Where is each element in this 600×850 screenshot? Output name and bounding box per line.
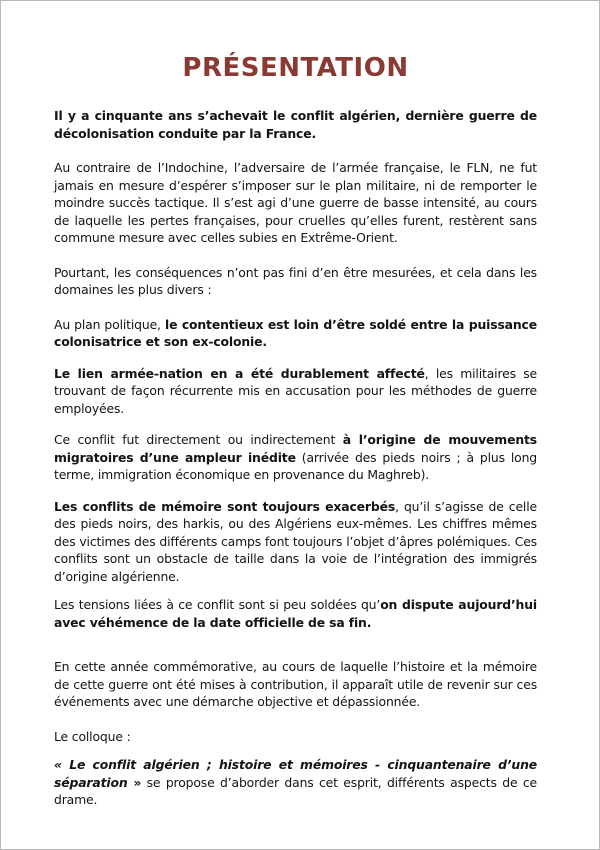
tensions-bold-text: on dispute aujourd’hui avec véhémence de la date officielle de sa fin. xyxy=(54,597,537,630)
memory-rest-text: , qu’il s’agisse de celle des pieds noirs, des harkis, ou des Algériens eux-mêmes. Les chiffres mêmes des victimes des différents camps font toujours l’objet d’âpres polémiques. Ces conflits sont un obstacle de taille dans la voie de l’intégration des immigrés d’origine algérienne. xyxy=(54,498,537,584)
colloquium-label: Le colloque : xyxy=(54,728,131,744)
consequences-paragraph: Pourtant, les conséquences n’ont pas fini d’en être mesurées, et cela dans les domaines les plus divers : xyxy=(54,264,537,297)
army-nation-paragraph xyxy=(54,365,537,418)
migration-bold-text: à l’origine de mouvements migratoires d’une ampleur inédite xyxy=(54,432,537,465)
colloquium-rest-text: se propose d’aborder dans cet esprit, différents aspects de ce drame. xyxy=(54,774,537,807)
colloquium-title-close-quote: » xyxy=(133,774,142,790)
intro-bold-text: Il y a cinquante ans s’achevait le conflit algérien, dernière guerre de décolonisation conduite par la France. xyxy=(54,108,537,141)
army-nation-bold-text: Le lien armée-nation en a été durablement affecté xyxy=(54,365,425,381)
commemoration-paragraph: En cette année commémorative, au cours de laquelle l’histoire et la mémoire de cette guerre ont été mises à contribution, il apparaît utile de revenir sur ces événements avec une démarche objective et dépassionnée. xyxy=(54,659,537,709)
indochina-paragraph: Au contraire de l’Indochine, l’adversaire de l’armée française, le FLN, ne fut jamais en mesure d’espérer s’imposer sur le plan militaire, ni de remporter le moindre succès tactique. Il s’est agi d’une guerre de basse intensité, au cours de laquelle les pertes françaises, pour cruelles qu’elles furent, restèrent sans commune mesure avec celles subies en Extrême-Orient. xyxy=(54,160,537,245)
memory-bold-text: Les conflits de mémoire sont toujours exacerbés xyxy=(54,498,396,514)
tensions-paragraph xyxy=(54,596,537,631)
political-bold-text: le contentieux est loin d’être soldé entre la puissance colonisatrice et son ex-colonie. xyxy=(54,316,537,349)
army-nation-rest-text: , les militaires se trouvant de façon récurrente mis en accusation pour les méthodes de guerre employées. xyxy=(54,365,537,416)
colloquium-title-paragraph xyxy=(54,756,537,809)
colloquium-title-italic: « Le conflit algérien ; histoire et mémoires - cinquantenaire d’une séparation xyxy=(54,757,537,790)
migration-rest-text: (arrivée des pieds noirs ; à plus long terme, immigration économique en provenance du Maghreb). xyxy=(54,449,537,482)
political-paragraph xyxy=(54,316,537,351)
page-title: PRÉSENTATION xyxy=(182,53,409,83)
intro-paragraph xyxy=(54,107,537,142)
migration-lead-text: Ce conflit fut directement ou indirectement xyxy=(54,432,343,447)
tensions-lead-text: Les tensions liées à ce conflit sont si peu soldées qu’ xyxy=(54,597,381,612)
political-lead-text: Au plan politique, xyxy=(54,316,165,332)
memory-paragraph xyxy=(54,498,537,586)
migration-paragraph xyxy=(54,431,537,484)
